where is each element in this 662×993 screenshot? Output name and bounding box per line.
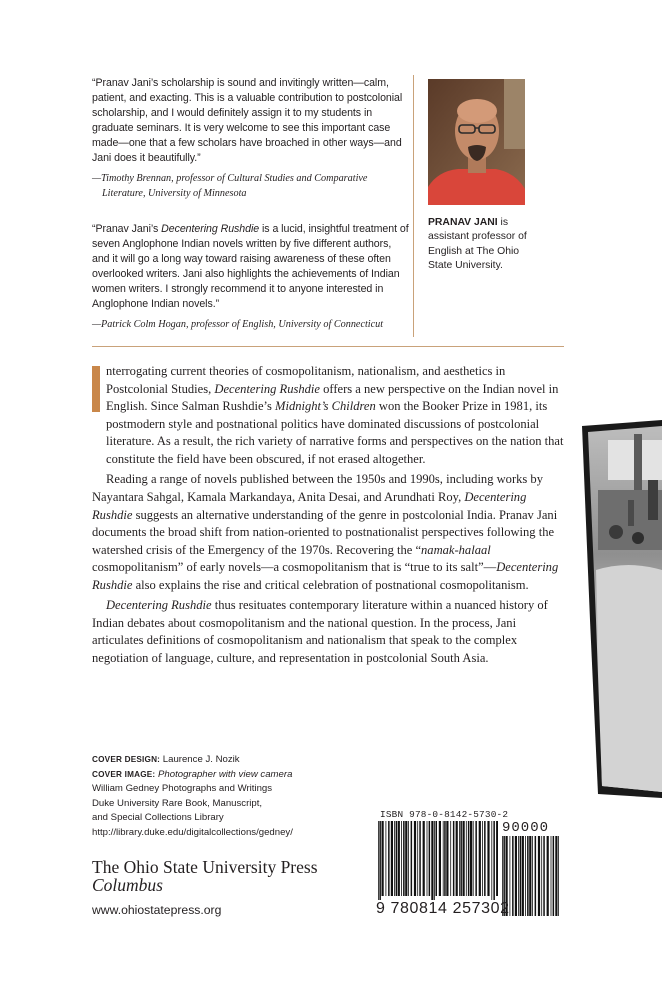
book-title: Decentering Rushdie xyxy=(92,560,559,592)
price-code: 90000 xyxy=(502,820,550,836)
horizontal-divider xyxy=(92,346,564,347)
barcode-bar xyxy=(512,836,514,916)
credit-url: http://library.duke.edu/digitalcollections/gedney/ xyxy=(92,826,293,838)
paragraph-text: Reading a range of novels published between the 1950s and 1990s, including works by Nayantara Sahgal, Kamala Markandaya, Anita Desai, and Arundhati Roy, xyxy=(92,472,543,504)
paragraph-text: also explains the rise and critical celebration of postnational cosmopolitanism. xyxy=(132,577,529,592)
barcode-bar xyxy=(459,821,460,896)
credit-value: Photographer with view camera xyxy=(155,768,293,780)
barcode-bar xyxy=(419,821,421,896)
barcode-bar xyxy=(378,821,379,900)
endorsement-quote xyxy=(92,222,410,312)
barcode-bar xyxy=(394,821,395,896)
barcode-bar xyxy=(436,821,438,896)
barcode-bar xyxy=(450,821,451,896)
paragraph-text: offers a new perspective on the Indian novel in English. Since Salman Rushdie’s xyxy=(106,381,559,414)
barcode-bar xyxy=(555,836,557,916)
vertical-divider xyxy=(413,75,414,337)
barcode-bar xyxy=(386,821,387,896)
barcode-bar xyxy=(456,821,458,896)
endorsements xyxy=(92,76,410,333)
ean-digits: 9 780814 257302 xyxy=(376,900,510,917)
barcode-bar xyxy=(446,821,448,896)
barcode-bar xyxy=(382,821,384,896)
barcode-bar xyxy=(547,836,549,916)
barcode-bar xyxy=(551,836,552,916)
credit-label: COVER IMAGE: xyxy=(92,769,156,779)
barcode-bar xyxy=(482,821,483,896)
barcode-bar xyxy=(439,821,441,896)
addon-barcode-bars xyxy=(502,836,560,920)
barcode-bar xyxy=(515,836,517,916)
barcode-bar xyxy=(538,836,540,916)
author-bio-text: is assistant professor of English at The Ohio State University. xyxy=(428,217,527,272)
barcode-bar xyxy=(388,821,390,896)
barcode-bar xyxy=(403,821,405,896)
barcode-bar xyxy=(405,821,407,896)
paragraph-text: thus resituates contemporary literature within a nuanced history of Indian debates about cosmopolitanism and the national question. In the process, Jani articulates definitions of cosmopolitanism and nationalism that speak to the complex negotiation of language, culture, and representation in postcolonial South Asia. xyxy=(92,598,548,665)
barcode-bar xyxy=(396,821,398,896)
book-description xyxy=(92,363,566,668)
barcode-bar xyxy=(510,836,511,916)
barcode-bar xyxy=(493,821,495,900)
barcode-bar xyxy=(411,821,413,896)
publisher-name: The Ohio State University Press xyxy=(92,857,318,877)
book-title: Decentering Rushdie xyxy=(92,489,527,522)
barcode-bar xyxy=(535,836,537,916)
cover-photograph xyxy=(568,420,662,800)
credit-label: COVER DESIGN: xyxy=(92,755,161,764)
barcode-bar xyxy=(541,836,542,916)
author-bio xyxy=(428,216,536,273)
barcode-bar xyxy=(518,836,519,916)
barcode-bar xyxy=(532,836,533,916)
drop-cap-initial xyxy=(92,366,100,412)
credit-line: and Special Collections Library xyxy=(92,812,224,824)
barcode-bar xyxy=(527,836,529,916)
attribution-line: Literature, University of Minnesota xyxy=(102,187,247,199)
credit-line: Duke University Rare Book, Manuscript, xyxy=(92,797,263,809)
barcode-bar xyxy=(401,821,402,896)
barcode-bar xyxy=(475,821,477,896)
cover-image-credit xyxy=(92,768,352,783)
barcode-bar xyxy=(417,821,418,896)
isbn-barcode xyxy=(376,808,562,924)
paragraph-text: nterrogating current theories of cosmopolitanism, nationalism, and aesthetics in Postcolonial Studies, xyxy=(106,364,506,396)
description-paragraph xyxy=(92,363,566,468)
publisher-url: www.ohiostatepress.org xyxy=(92,903,222,917)
barcode-bar xyxy=(522,836,524,916)
barcode-bar xyxy=(468,821,470,896)
endorsement-quote: “Pranav Jani’s scholarship is sound and invitingly written—calm, patient, and exacting. This is a valuable contribution to postcolonial scholarship, and I would definitely assign it to my students in graduate seminars. It is very welcome to see this important case made—one that a few scholars have broached in other ways—and Jani does it beautifully.” xyxy=(92,77,403,165)
paragraph-text: cosmopolitanism” of early novels—a cosmopolitanism that is “true to its salt”— xyxy=(92,560,497,575)
endorsement-brennan xyxy=(92,76,410,202)
credit-value: Laurence J. Nozik xyxy=(160,754,240,765)
barcode-bar xyxy=(391,821,393,896)
barcode-bar xyxy=(553,836,555,916)
paragraph-text: suggests an alternative understanding of the genre in postcolonial India. Pranav Jani documents the broad shift from nation-oriented to postnationalist perspectives following the watershed crisis of the Emergency of the 1970s. Recovering the “ xyxy=(92,507,558,557)
book-title: Decentering Rushdie xyxy=(214,381,320,396)
barcode-bar xyxy=(434,821,435,900)
barcode-bar xyxy=(529,836,531,916)
book-title: Decentering Rushdie xyxy=(161,222,260,235)
description-paragraph xyxy=(92,597,566,667)
endorsement-attribution: —Patrick Colm Hogan, professor of English, University of Connecticut xyxy=(92,318,384,330)
barcode-bar xyxy=(398,821,400,896)
barcode-bar xyxy=(470,821,472,896)
barcode-bar xyxy=(408,821,409,896)
description-paragraph xyxy=(92,471,566,594)
street-photo-image xyxy=(568,420,662,800)
barcode-bar xyxy=(414,821,416,896)
barcode-bar xyxy=(453,821,455,896)
cover-credits xyxy=(92,753,352,840)
barcode-bar xyxy=(484,821,486,896)
barcode-bar xyxy=(473,821,474,896)
paragraph-text: won the Booker Prize in 1981, its postmodern style and postnational politics have dominated discussions of postcolonial literature. As a result, the rich variety of narrative forms and perspectives on the nation that constitute the field have been obscured, if not erased altogether. xyxy=(106,399,564,466)
author-photo xyxy=(428,79,525,205)
ean-barcode-bars xyxy=(378,821,498,900)
author-portrait-image xyxy=(428,79,525,205)
endorsement-attribution xyxy=(92,172,410,202)
barcode-bar xyxy=(525,836,526,916)
endorsement-hogan xyxy=(92,222,410,333)
italic-term: namak-halaal xyxy=(421,542,491,557)
credit-line: William Gedney Photographs and Writings xyxy=(92,783,273,795)
quote-part: is a lucid, insightful treatment of seven Anglophone Indian novels written by five different authors, and it will go a long way toward raising awareness of these often overlooked writers. Jani also highlights the achievements of Indian women writers. I strongly recommend it to anyone interested in Anglophone Indian novels.” xyxy=(92,222,409,310)
quote-part: “Pranav Jani’s xyxy=(92,222,162,235)
barcode-bar xyxy=(496,821,498,896)
barcode-bar xyxy=(479,821,481,896)
barcode-bar xyxy=(427,821,428,896)
barcode-bar xyxy=(379,821,381,900)
book-title: Decentering Rushdie xyxy=(106,598,212,613)
barcode-bar xyxy=(558,836,559,916)
barcode-bar xyxy=(431,821,433,900)
attribution-line: —Timothy Brennan, professor of Cultural Studies and Comparative xyxy=(92,173,368,185)
barcode-bar xyxy=(443,821,444,896)
publisher-city: Columbus xyxy=(92,875,163,896)
book-title: Midnight’s Children xyxy=(275,399,376,414)
barcode-bar xyxy=(429,821,431,896)
publisher xyxy=(92,858,318,895)
barcode-bar xyxy=(543,836,545,916)
author-name: PRANAV JANI xyxy=(428,217,498,228)
isbn-label: ISBN 978-0-8142-5730-2 xyxy=(380,809,509,820)
barcode-bar xyxy=(460,821,462,896)
barcode-bar xyxy=(423,821,425,896)
barcode-bar xyxy=(487,821,489,896)
barcode-bar xyxy=(491,821,492,900)
barcode-bar xyxy=(520,836,522,916)
barcode-bar xyxy=(466,821,467,896)
barcode-bar xyxy=(463,821,465,896)
cover-design-credit xyxy=(92,753,352,768)
barcode-bar xyxy=(444,821,446,896)
